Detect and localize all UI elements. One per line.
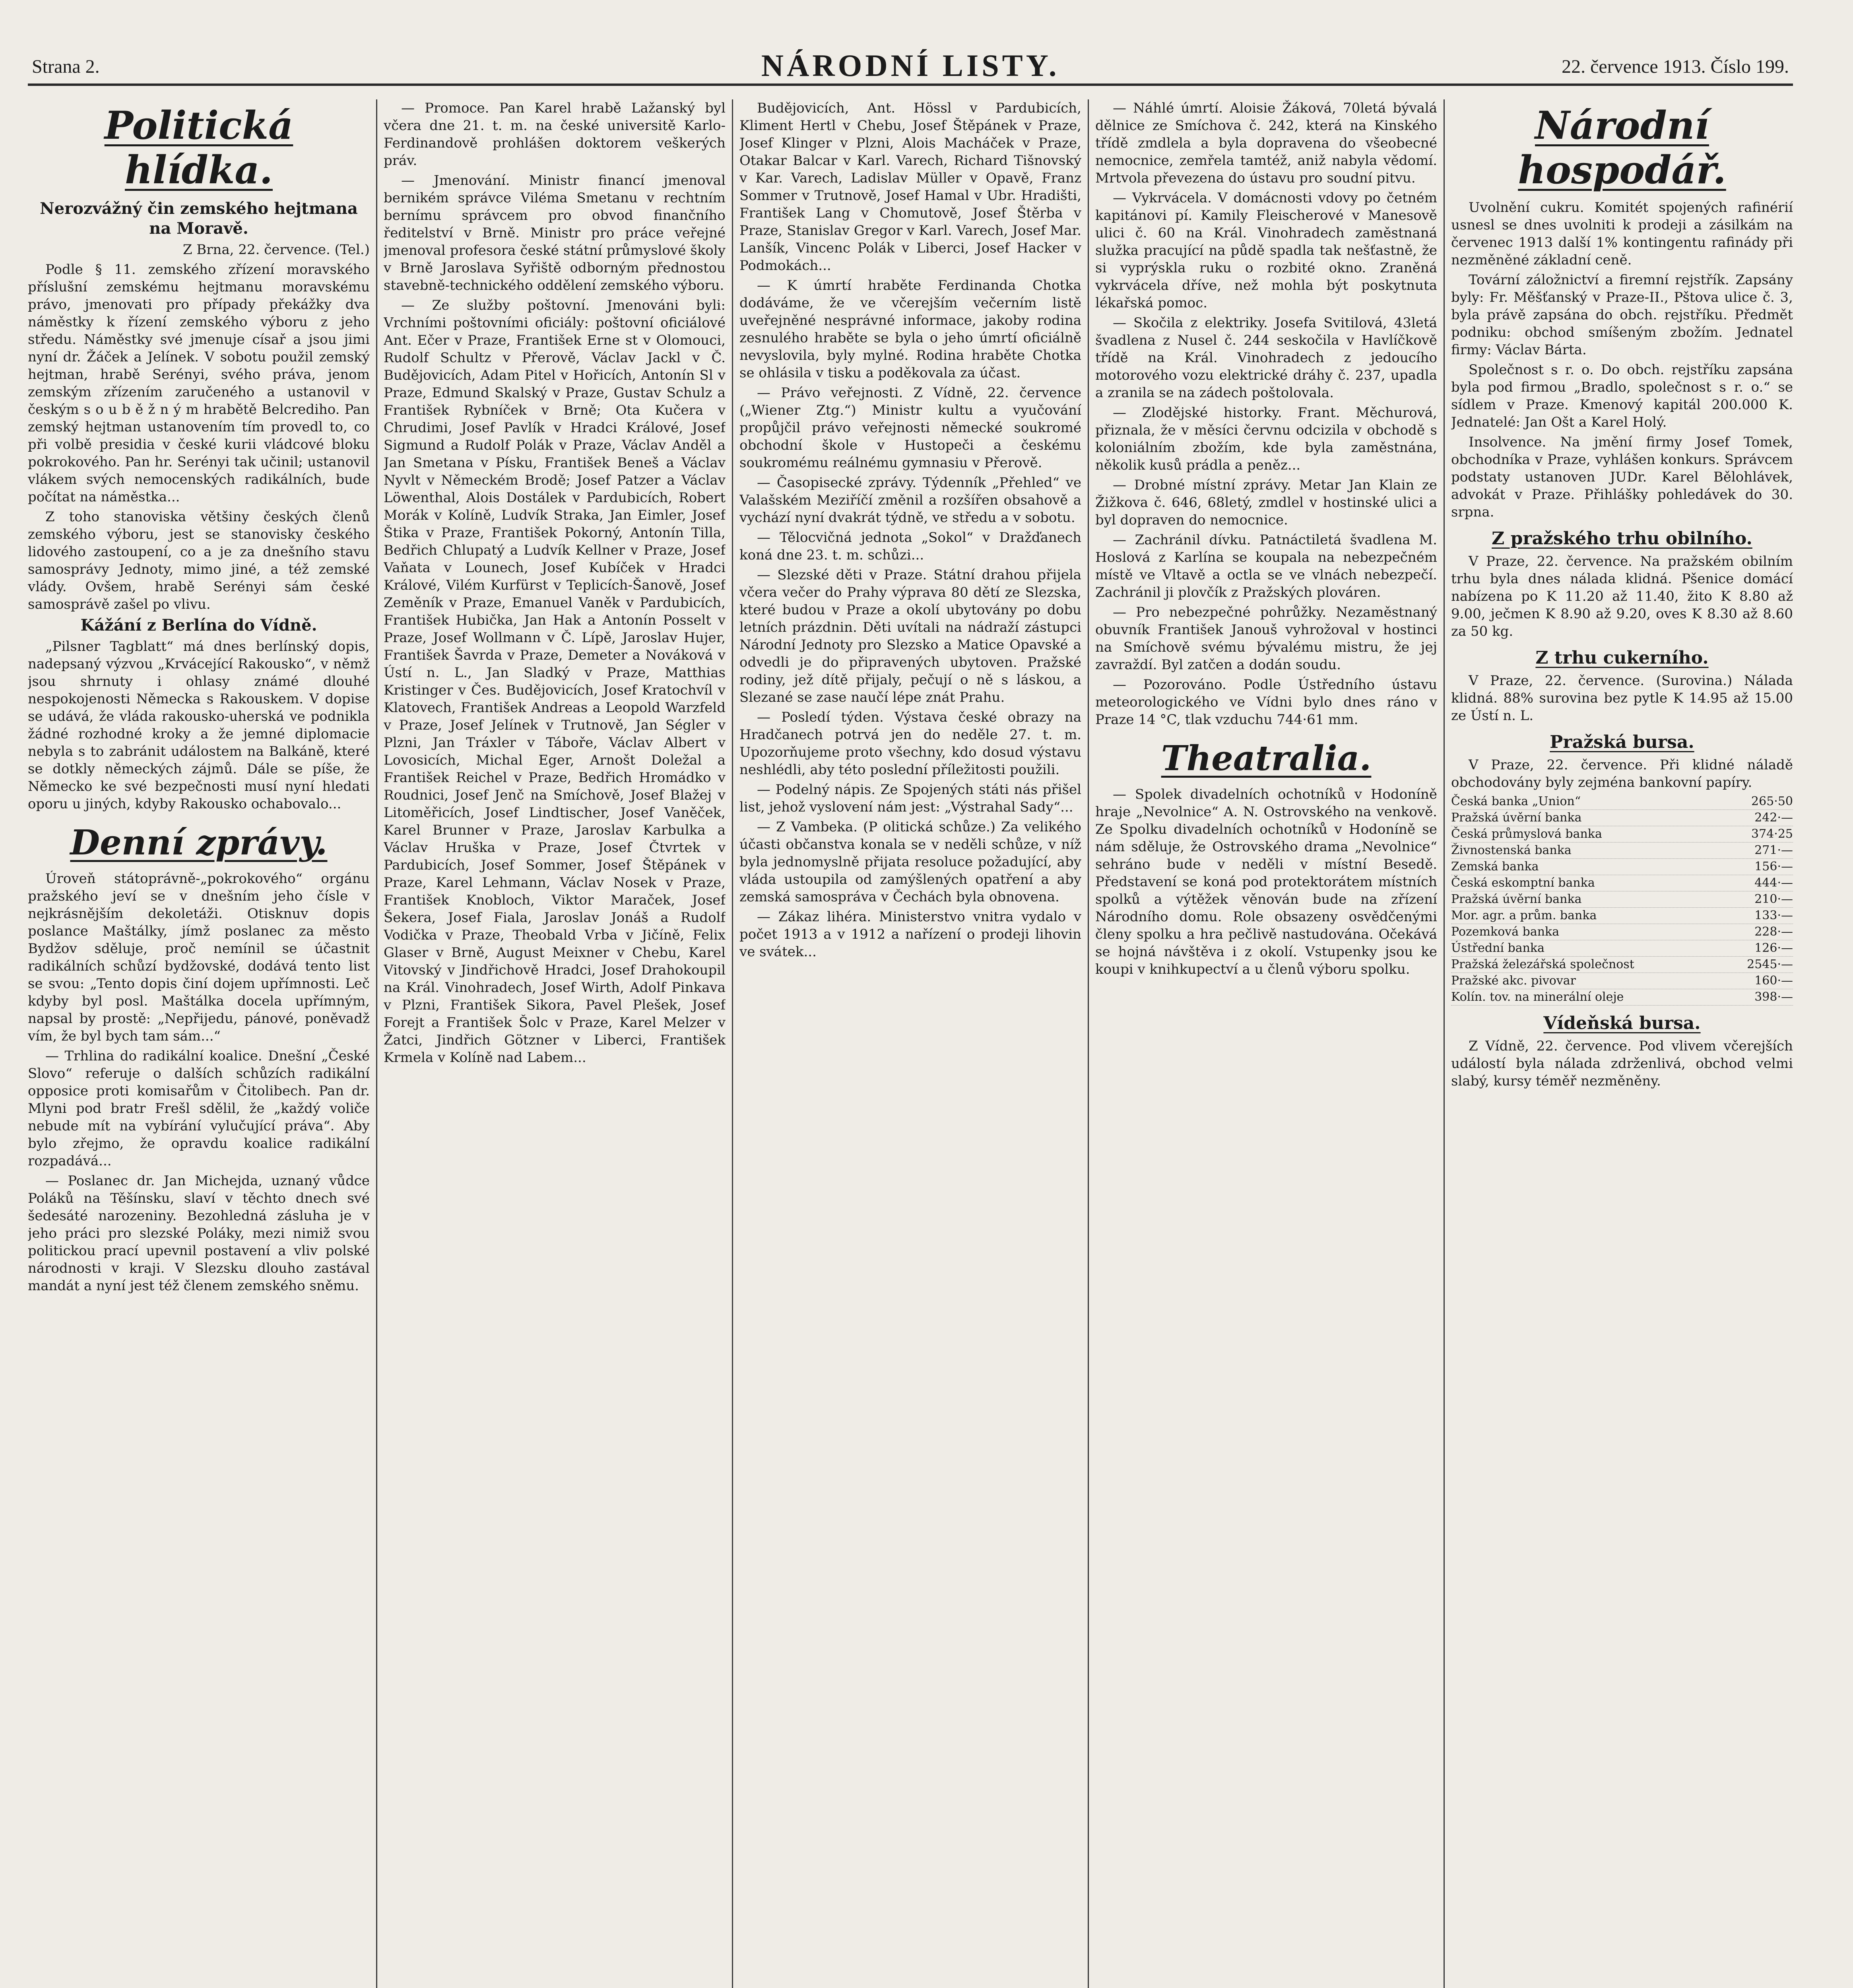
article-paragraph: — Promoce. Pan Karel hrabě Lažanský byl včera dne 21. t. m. na české universitě Karlo-Ferdinandově prohlášen doktorem veškerých práv. <box>384 100 726 169</box>
quote-value: 398·— <box>1754 990 1793 1004</box>
quote-name: Pozemková banka <box>1451 925 1560 939</box>
column-4 <box>1095 99 1437 1988</box>
article-paragraph: Z toho stanoviska většiny českých členů zemského výboru, jest se stanovisky českého lidového zastoupení, co a je za dnešního stavu samosprávy Jednoty, mimo jiné, a též zemské vlády. Ovšem, hrabě Serényi sám české samosprávě zašel po vlivu. <box>28 509 370 612</box>
article-paragraph: — Spolek divadelních ochotníků v Hodoníně hraje „Nevolnice“ A. N. Ostrovského na venkově. Ze Spolku divadelních ochotníků v Hodoníně se nám sděluje, že Ostrovského drama „Nevolnice“ sehráno bude v neděli v místní Besedě. Představení se koná pod protektorátem místních spolků a výtěžek věnován bude na zřízení Národního domu. Role obsazeny osvědčenými členy spolku a hra pečlivě nastudována. Očekává se hojná návštěva i z okolí. Vstupenky jsou ke koupi v knihkupectví a u členů výboru spolku. <box>1095 786 1437 977</box>
quote-row <box>1451 826 1793 843</box>
article-paragraph: — Ze služby poštovní. Jmenováni byli: Vrchními poštovními oficiály: poštovní oficiálové Ant. Ečer v Praze, František Erne st v Olomouci, Rudolf Schultz v Přerově, Václav Jackl v Č. Budějovicích, Adam Pitel v Hořicích, Antonín Sl v Praze, Edmund Skalský v Praze, Gustav Schulz a František Rybníček v Brně; Ota Kučera v Chrudimi, Josef Pavlík v Hradci Králové, Josef Sigmund a Rudolf Polák v Praze, Václav Anděl a Jan Smetana v Písku, František Beneš a Václav Nyvlt v Německém Brodě; Josef Patzer a Václav Löwenthal, Alois Dostálek v Pardubicích, Robert Morák v Kolíně, Ludvík Straka, Jan Eimler, Josef Štika v Praze, František Pokorný, Antonín Tilla, Bedřich Chlupatý a Ludvík Kellner v Praze, Josef Vaňata v Lounech, Josef Kubíček v Hradci Králové, Vilém Kurfürst v Teplicích-Šanově, Josef Zeměník v Praze, Emanuel Vaněk v Pardubicích, František Hubička, Jan Hak a Antonín Posselt v Praze, Josef Wollmann v Č. Lípě, Jaroslav Hujer, František Šavrda v Praze, Demeter a Nováková v Ústí n. L., Jan Sladký v Praze, Matthias Kristinger v Čes. Budějovicích, Josef Kratochvíl v Klatovech, František Andreas a Leopold Warzfeld v Praze, Josef Jelínek v Trutnově, Jan Ségler v Plzni, Jan Tráxler v Táboře, Václav Albert v Lovosicích, Michal Eger, Arnošt Doležal a František Reichel v Praze, Bedřich Hromádko v Roudnici, Josef Jenč na Smíchově, Josef Blažej v Litoměřicích, Josef Lindtischer, Josef Vaněček, Karel Brunner v Praze, Jaroslav Karbulka a Václav Hruška v Praze, Josef Čtvrtek v Pardubicích, Josef Sommer, Josef Štěpánek v Praze, Karel Lehmann, Václav Nosek v Praze, František Knobloch, Viktor Maraček, Josef Šekera, Josef Fiala, Jaroslav Jonáš a Rudolf Vodička v Praze, Theobald Vrba v Jičíně, Felix Glaser v Brně, August Meixner v Chebu, Karel Vitovský v Jindřichově Hradci, Josef Drahokoupil na Král. Vinohradech, Josef Wirth, Adolf Pinkava v Plzni, František Sikora, Pavel Plešek, Josef Forejt a František Šolc v Praze, Karel Melzer v Žatci, Jindřich Götzner v Liberci, František Krmela v Kolíně nad Labem... <box>384 297 726 1066</box>
quote-row <box>1451 875 1793 891</box>
article-paragraph: V Praze, 22. července. Na pražském obilním trhu byla dnes nálada klidná. Pšenice domácí nabízena po K 11.20 až 11.40, žito K 8.80 až 9.00, ječmen K 8.90 až 9.20, oves K 8.30 až 8.60 za 50 kg. <box>1451 553 1793 639</box>
article-paragraph: — Podelný nápis. Ze Spojených státi nás přišel list, jehož vyslovení nám jest: „Výstrahal Sady“... <box>739 782 1081 815</box>
quote-name: Pražské akc. pivovar <box>1451 974 1576 988</box>
quote-value: 271·— <box>1754 843 1793 857</box>
newspaper-title: NÁRODNÍ LISTY. <box>761 48 1060 83</box>
article-paragraph: Uvolnění cukru. Komitét spojených rafinérií usnesl se dnes uvolniti k prodeji a zásilkám na červenec 1913 další 1% kontingentu rafinády při nezměněné základní ceně. <box>1451 200 1793 268</box>
stock-quotes-list <box>1451 794 1793 1006</box>
quote-name: Zemská banka <box>1451 860 1539 874</box>
quote-value: 133·— <box>1754 909 1793 922</box>
column-rule <box>732 99 733 1988</box>
article-paragraph: — Jmenování. Ministr financí jmenoval bernikém správce Viléma Smetanu v rechtním bernímu správcem pro obvod finančního ředitelství v Brně. Ministr pro práce veřejné jmenoval profesora české státní průmyslové školy v Brně Jaroslava Syřiště odborným přednostou stavebně-technického oddělení zemského výboru. <box>384 173 726 293</box>
article-paragraph: Insolvence. Na jmění firmy Josef Tomek, obchodníka v Praze, vyhlášen konkurs. Správcem podstaty ustanoven JUDr. Karel Bělohlávek, advokát v Praze. Přihlášky pohledávek do 30. srpna. <box>1451 434 1793 520</box>
article-paragraph: — Tělocvičná jednota „Sokol“ v Dražďanech koná dne 23. t. m. schůzi... <box>739 530 1081 563</box>
section-heading-politicka-hlidka: Politická hlídka. <box>104 103 293 192</box>
article-paragraph: — Zlodějské historky. Frant. Měchurová, přiznala, že v měsíci červnu odcizila v obchodě s koloniálním zbožím, kde byla zaměstnána, několik kusů prádla a peněz... <box>1095 405 1437 473</box>
article-paragraph: V Praze, 22. července. Při klidné náladě obchodovány byly zejména bankovní papíry. <box>1451 757 1793 790</box>
article-paragraph: — Zachránil dívku. Patnáctiletá švadlena M. Hoslová z Karlína se koupala na nebezpečném místě ve Vltavě a octla se ve vlnách nebezpečí. Zachránil ji plovčík z Pražských plováren. <box>1095 532 1437 600</box>
article-paragraph: — Trhlina do radikální koalice. Dnešní „České Slovo“ referuje o dalších schůzích radikální opposice proti komisařům v Čitolibech. Pan dr. Mlyni pod bratr Frešl sdělil, že „každý voliče nebude mít na vybírání vylučující práva“. Aby bylo zřejmo, že opravdu koalice radikální rozpadává... <box>28 1048 370 1169</box>
quote-row <box>1451 973 1793 989</box>
quote-value: 156·— <box>1754 860 1793 874</box>
section-heading-theatralia: Theatralia. <box>1161 738 1372 779</box>
article-paragraph: Tovární záložnictví a firemní rejstřík. Zapsány byly: Fr. Měšťanský v Praze-II., Pštova ulice č. 3, byla právě zapsána do obch. rejstříku. Předmět podniku: obchod smíšeným zbožím. Jednatel firmy: Václav Bárta. <box>1451 272 1793 358</box>
quote-value: 265·50 <box>1751 794 1793 808</box>
quote-name: Kolín. tov. na minerální oleje <box>1451 990 1624 1004</box>
quote-name: Česká eskomptní banka <box>1451 876 1595 890</box>
article-title: Nerozvážný čin zemského hejtmana na Moravě. <box>40 199 358 238</box>
quote-row <box>1451 908 1793 924</box>
column-5 <box>1451 99 1793 1988</box>
article-paragraph: — Poslanec dr. Jan Michejda, uznaný vůdce Poláků na Těšínsku, slaví v těchto dnech své šedesáté narozeniny. Bezohledná zásluha je v jeho práci pro slezské Poláky, mezi nimiž svou politickou prací upevnil postavení a vliv polské národnosti v kraji. V Slezsku dlouho zastával mandát a nyní jest též členem zemského sněmu. <box>28 1173 370 1294</box>
article-paragraph: „Pilsner Tagblatt“ má dnes berlínský dopis, nadepsaný výzvou „Krvácející Rakousko“, v němž jsou shrnuty i ohlasy známé dlouhé nespokojenosti Německa s Rakouskem. V dopise se udává, že vláda rakousko-uherská ve podnikla žádné rozhodné kroky a že jemné diplomacie nebyla s to zabránit událostem na Balkáně, které se dotkly německých zájmů. Dále se píše, že Německo ke své bezpečnosti musí nyní hledati oporu u jiných, kdyby Rakousko ochabovalo... <box>28 639 370 812</box>
article-paragraph: — K úmrtí hraběte Ferdinanda Chotka dodáváme, že ve včerejším večerním listě uveřejněné nesprávné informace, jakoby rodina zesnulého hraběte se byla o jeho úmrtí oficiálně nevyslovila, byly mylné. Rodina hraběte Chotka se ohlásila v tisku a poděkovala za účast. <box>739 278 1081 381</box>
article-paragraph: — Pro nebezpečné pohrůžky. Nezaměstnaný obuvník František Janouš vyhrožoval v hostinci na Smíchově svému bývalému mistru, že jej zavraždí. Byl zatčen a dodán soudu. <box>1095 604 1437 673</box>
quote-name: Mor. agr. a prům. banka <box>1451 909 1597 922</box>
quote-value: 210·— <box>1754 892 1793 906</box>
article-paragraph: — Právo veřejnosti. Z Vídně, 22. července („Wiener Ztg.“) Ministr kultu a vyučování propůjčil právo veřejnosti německé soukromé obchodní škole v Hustopeči a českému soukromému reálnému gymnasiu v Přerově. <box>739 385 1081 471</box>
article-paragraph: — Skočila z elektriky. Josefa Svitilová, 43letá švadlena z Nusel č. 244 seskočila v Havlíčkově třídě na Král. Vinohradech z jedoucího motorového vozu elektrické dráhy č. 237, upadla a zranila se na zádech poštolovala. <box>1095 315 1437 401</box>
section-heading-narodni-hospodar: Národní hospodář. <box>1518 103 1726 192</box>
section-heading-denni-zpravy: Denní zprávy. <box>70 823 328 863</box>
article-paragraph: — Z Vambeka. (P olitická schůze.) Za velikého účasti občanstva konala se v neděli schůze, v níž byla jednomyslně přijata resoluce požadující, aby vláda ustoupila od zamýšlených opatření a aby zemská samospráva v Čechách byla obnovena. <box>739 819 1081 905</box>
quote-row <box>1451 794 1793 810</box>
page-number: Strana 2. <box>32 56 100 77</box>
quote-name: Ústřední banka <box>1451 941 1544 955</box>
article-paragraph: — Časopisecké zprávy. Týdenník „Přehled“ ve Valašském Meziříčí změnil a rozšířen obsahově a vychází nyní dvakrát týdně, ve středu a v sobotu. <box>739 475 1081 526</box>
issue-date: 22. července 1913. Číslo 199. <box>1562 56 1789 77</box>
column-3 <box>739 99 1081 1988</box>
column-rule <box>1444 99 1445 1988</box>
section-heading-cukerni-trh: Z trhu cukerního. <box>1535 648 1709 668</box>
section-heading-videnska-bursa: Vídeňská bursa. <box>1543 1013 1701 1033</box>
article-paragraph: — Slezské děti v Praze. Státní drahou přijela včera večer do Prahy výprava 80 dětí ze Slezska, které budou v Praze a okolí ubytovány po dobu letních prázdnin. Děti uvítali na nádraží zástupci Národní Jednoty pro Slezsko a Matice Opavské a odvedli je do připravených ubytoven. Pražské rodiny, jež dítě přijaly, pečují o ně s láskou, a Slezané se zase naučí lépe znát Prahu. <box>739 567 1081 705</box>
quote-value: 126·— <box>1754 941 1793 955</box>
quote-name: Pražská úvěrní banka <box>1451 811 1582 825</box>
article-paragraph: V Praze, 22. července. (Surovina.) Nálada klidná. 88% surovina bez pytle K 14.95 až 15.00 ze Ústí n. L. <box>1451 673 1793 724</box>
quote-row <box>1451 989 1793 1006</box>
article-paragraph: — Zákaz lihéra. Ministerstvo vnitra vydalo v počet 1913 a v 1912 a nařízení o prodeji lihovin ve svátek... <box>739 909 1081 960</box>
quote-row <box>1451 810 1793 826</box>
quote-value: 160·— <box>1754 974 1793 988</box>
quote-value: 242·— <box>1754 811 1793 825</box>
quote-name: Živnostenská banka <box>1451 843 1572 857</box>
article-paragraph: — Posledí týden. Výstava české obrazy na Hradčanech potrvá jen do neděle 27. t. m. Upozorňujeme proto všechny, kdo dosud výstavu neshlédli, aby této poslední příležitosti použili. <box>739 709 1081 778</box>
quote-value: 374·25 <box>1751 827 1793 841</box>
masthead <box>28 48 1793 86</box>
article-paragraph: Podle § 11. zemského zřízení moravského příslušní zemskému hejtmanu moravskému právo, jmenovati pro případy překážky dva náměstky k řízení zemského výboru z jeho středu. Náměstky své jmenuje císař a jsou jimi nyní dr. Žáček a Jelínek. V sobotu použil zemský hejtman, hrabě Serényi, svého práva, jenom zemským zřízením zaručeného a ustanovil v českým s o u b ě ž n ý m hrabětě Belcrediho. Pan zemský hejtman ustanovením tím provedl to, co při volbě presidia v české kurii vládcové bloku pokrokového. Pan hr. Serényi tak učinil; ustanovil vlákem svých nemocenských radikálních, bude počítat na náměstka... <box>28 262 370 505</box>
section-heading-prazska-bursa: Pražská bursa. <box>1550 732 1694 752</box>
quote-value: 228·— <box>1754 925 1793 939</box>
quote-row <box>1451 940 1793 957</box>
column-rule <box>1088 99 1089 1988</box>
article-paragraph: — Náhlé úmrtí. Aloisie Žáková, 70letá bývalá dělnice ze Smíchova č. 242, která na Kinského třídě zmdlela a byla dopravena do všeobecné nemocnice, zemřela tamtéž, aniž nabyla vědomí. Mrtvola převezena do ústavu pro soudní pitvu. <box>1095 100 1437 186</box>
column-2 <box>384 99 726 1988</box>
article-paragraph: Z Vídně, 22. července. Pod vlivem včerejších událostí byla nálada zdrženlivá, obchod velmi slabý, kursy téměř nezměněny. <box>1451 1038 1793 1089</box>
article-paragraph: — Pozorováno. Podle Ústředního ústavu meteorologického ve Vídni bylo dnes ráno v Praze 14 °C, tlak vzduchu 744·61 mm. <box>1095 677 1437 728</box>
newspaper-page <box>28 48 1793 1988</box>
article-paragraph: Budějovicích, Ant. Hössl v Pardubicích, Kliment Hertl v Chebu, Josef Štěpánek v Praze, Josef Klinger v Plzni, Alois Macháček v Praze, Otakar Balcar v Karl. Varech, Richard Tišnovský v Kar. Varech, Ladislav Müller v Opavě, Franz Sommer v Trutnově, Josef Hamal v Ubr. Hradišti, František Lang v Chomutově, Josef Štěrba v Praze, Stanislav Gregor v Karl. Varech, Josef Mar. Lanšík, Vincenc Polák v Liberci, Josef Hacker v Podmokách... <box>739 100 1081 274</box>
article-paragraph: — Vykrvácela. V domácnosti vdovy po četném kapitánovi pí. Kamily Fleischerové v Manesově ulici č. 60 na Král. Vinohradech zaměstnaná služka pracující na půdě spadla tak nešťastně, že si vyprýskla ruku o rozbité okno. Zraněná vykrvácela dříve, než mohla být poskytnuta lékařská pomoc. <box>1095 190 1437 311</box>
quote-name: Česká banka „Union“ <box>1451 794 1581 808</box>
article-paragraph: — Drobné místní zprávy. Metar Jan Klain ze Žižkova č. 646, 68letý, zmdlel v hostinské ulici a byl dopraven do nemocnice. <box>1095 477 1437 528</box>
quote-row <box>1451 891 1793 908</box>
quote-name: Pražská úvěrní banka <box>1451 892 1582 906</box>
column-1 <box>28 99 370 1988</box>
quote-row <box>1451 957 1793 973</box>
quote-name: Pražská železářská společnost <box>1451 957 1634 971</box>
dateline: Z Brna, 22. července. (Tel.) <box>182 242 370 258</box>
quote-value: 2545·— <box>1747 957 1793 971</box>
quote-row <box>1451 843 1793 859</box>
quote-name: Česká průmyslová banka <box>1451 827 1602 841</box>
section-heading-obilni-trh: Z pražského trhu obilního. <box>1492 528 1752 549</box>
column-rule <box>376 99 377 1988</box>
quote-row <box>1451 924 1793 940</box>
article-paragraph: Společnost s r. o. Do obch. rejstříku zapsána byla pod firmou „Bradlo, společnost s r. o.“ se sídlem v Praze. Kmenový kapitál 200.000 K. Jednatelé: Jan Ošt a Karel Holý. <box>1451 362 1793 430</box>
quote-row <box>1451 859 1793 875</box>
article-title: Kážání z Berlína do Vídně. <box>80 616 317 635</box>
article-paragraph: Úroveň státoprávně-„pokrokového“ orgánu pražského jeví se v dnešním jeho čísle v nejkrásnějším dekoletáži. Otisknuv dopis poslance Maštálky, jímž poslanec za město Bydžov sděluje, proč nemínil se účastnit radikálních schůzí bydžovské, dodává tento list se svou: „Tento dopis činí dojem upřímnosti. Leč kdyby byl posl. Maštálka docela upřímným, napsal by prostě: „Nepřijedu, pánové, poněvadž vím, že byl bych tam sám...“ <box>28 871 370 1044</box>
quote-value: 444·— <box>1754 876 1793 890</box>
